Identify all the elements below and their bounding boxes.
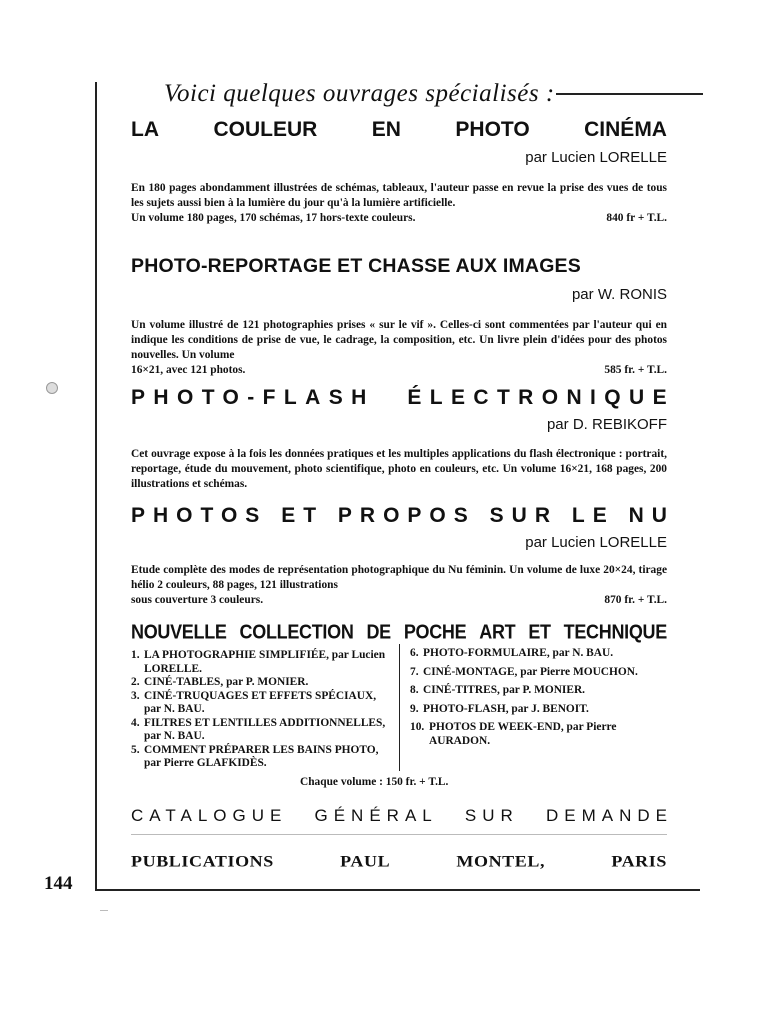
item-text: CINÉ-MONTAGE, par Pierre MOUCHON. [423,665,638,678]
book-author: par D. REBIKOFF [546,416,667,433]
list-item [410,647,668,661]
volume-text: 16×21, avec 121 photos. [131,364,246,376]
frame-left-rule [95,82,97,890]
title-word: COLLECTION [239,620,354,643]
punch-hole-mark [46,382,58,394]
book-description [131,447,667,492]
small-dash-mark [100,910,108,911]
book-author: par W. RONIS [571,286,667,303]
page-number: 144 [44,873,73,894]
book-description [131,181,667,226]
item-text: COMMENT PRÉPARER LES BAINS PHOTO, par Pierre GLAFKIDÈS. [144,743,379,769]
title-word: DE [366,620,391,643]
description-text: En 180 pages abondamment illustrées de schémas, tableaux, l'auteur passe en revue la prise des vues de tous les sujets aussi bien à la lumière du jour qu'à la lumière artificielle. [131,182,667,209]
catalogue-word: SUR [464,806,519,825]
catalogue-word: DEMANDE [545,806,673,825]
title-word: ÉLECTRONIQUE [407,386,675,409]
title-word: CINÉMA [584,118,667,141]
item-number: 5. [131,743,140,756]
item-number: 9. [410,702,419,715]
item-number: 10. [410,721,425,733]
title-word: LE [571,504,615,527]
collection-list-left [131,649,389,771]
item-text: CINÉ-TABLES, par P. MONIER. [144,676,309,688]
intro-heading: Voici quelques ouvrages spécialisés : [164,80,555,107]
item-number: 4. [131,716,140,729]
title-word: PHOTO-FLASH [131,386,375,409]
item-text: CINÉ-TITRES, par P. MONIER. [423,684,586,696]
publisher-word: PARIS [611,852,667,870]
collection-title [131,620,667,644]
column-divider [399,644,400,771]
title-word: SUR [489,504,559,527]
price: 870 fr. + T.L. [604,594,667,606]
book-author: par Lucien LORELLE [525,149,667,166]
title-word: NU [628,504,675,527]
list-item [131,649,389,676]
frame-bottom-rule [95,889,700,891]
book-author: par Lucien LORELLE [525,534,667,551]
item-text: CINÉ-TRUQUAGES ET EFFETS SPÉCIAUX, par N. BAU. [144,689,377,715]
book-description [131,563,667,608]
title-word: ET [528,620,551,643]
item-number: 7. [410,665,419,678]
volume-text: Un volume 180 pages, 170 schémas, 17 hors-texte couleurs. [131,212,416,224]
list-item [131,744,389,771]
title-word: NOUVELLE [131,620,227,643]
publisher-word: MONTEL, [456,852,546,870]
list-item [131,717,389,744]
title-word: TECHNIQUE [563,620,667,643]
catalogue-word: GÉNÉRAL [314,806,438,825]
title-word: ART [479,620,516,643]
frame-top-rule [556,93,703,95]
book-title-couleur [131,118,667,142]
item-text: PHOTO-FORMULAIRE, par N. BAU. [423,647,614,659]
publisher-word: PAUL [340,852,391,870]
title-word: PROPOS [337,504,476,527]
book-title-nu [131,504,675,528]
list-item [410,666,668,680]
title-word: POCHE [403,620,467,643]
price: 840 fr + T.L. [606,212,667,224]
item-text: PHOTO-FLASH, par J. BENOIT. [423,702,589,715]
list-item [131,690,389,717]
book-title-reportage: PHOTO-REPORTAGE ET CHASSE AUX IMAGES [131,255,581,277]
catalogue-notice [131,806,673,826]
item-number: 3. [131,689,140,702]
price: 585 fr. + T.L. [604,364,667,376]
description-text: Un volume illustré de 121 photographies prises « sur le vif ». Celles-ci sont commentées par l'auteur qui en indique les conditions de prise de vue, le cadrage, la composition, etc. Un livre plein d'idées pour des photos nouvelles. Un volume [131,319,667,361]
item-text: LA PHOTOGRAPHIE SIMPLIFIÉE, par Lucien LORELLE. [144,649,386,675]
separator-rule [131,834,667,835]
item-number: 1. [131,649,140,661]
description-text: Cet ouvrage expose à la fois les données pratiques et les multiples applications du flash électronique : portrait, reportage, étude du mouvement, photo scientifique, photo en couleurs, etc. Un volume 16×21, 168 pages, 200 illustrations et schémas. [131,448,667,490]
title-word: EN [371,118,401,141]
item-number: 2. [131,676,140,688]
collection-price: Chaque volume : 150 fr. + T.L. [300,776,449,788]
publisher-word: PUBLICATIONS [131,852,274,870]
list-item [410,703,668,717]
title-word: PHOTOS [131,504,268,527]
collection-list-right [410,647,668,753]
title-word: ET [281,504,325,527]
title-word: LA [131,118,159,141]
catalogue-word: CATALOGUE [131,806,288,825]
list-item [410,721,668,748]
volume-text: sous couverture 3 couleurs. [131,594,264,606]
item-text: FILTRES ET LENTILLES ADDITIONNELLES, par N. BAU. [144,716,386,742]
book-title-flash [131,386,675,410]
list-item [410,684,668,698]
item-text: PHOTOS DE WEEK-END, par Pierre AURADON. [429,721,617,747]
book-description [131,318,667,378]
list-item [131,676,389,690]
title-word: COULEUR [213,118,318,141]
item-number: 8. [410,684,419,696]
title-word: PHOTO [455,118,530,141]
description-text: Etude complète des modes de représentation photographique du Nu féminin. Un volume de luxe 20×24, tirage hélio 2 couleurs, 88 pages, 121 illustrations [131,564,667,591]
publisher-line [131,852,667,871]
item-number: 6. [410,647,419,659]
